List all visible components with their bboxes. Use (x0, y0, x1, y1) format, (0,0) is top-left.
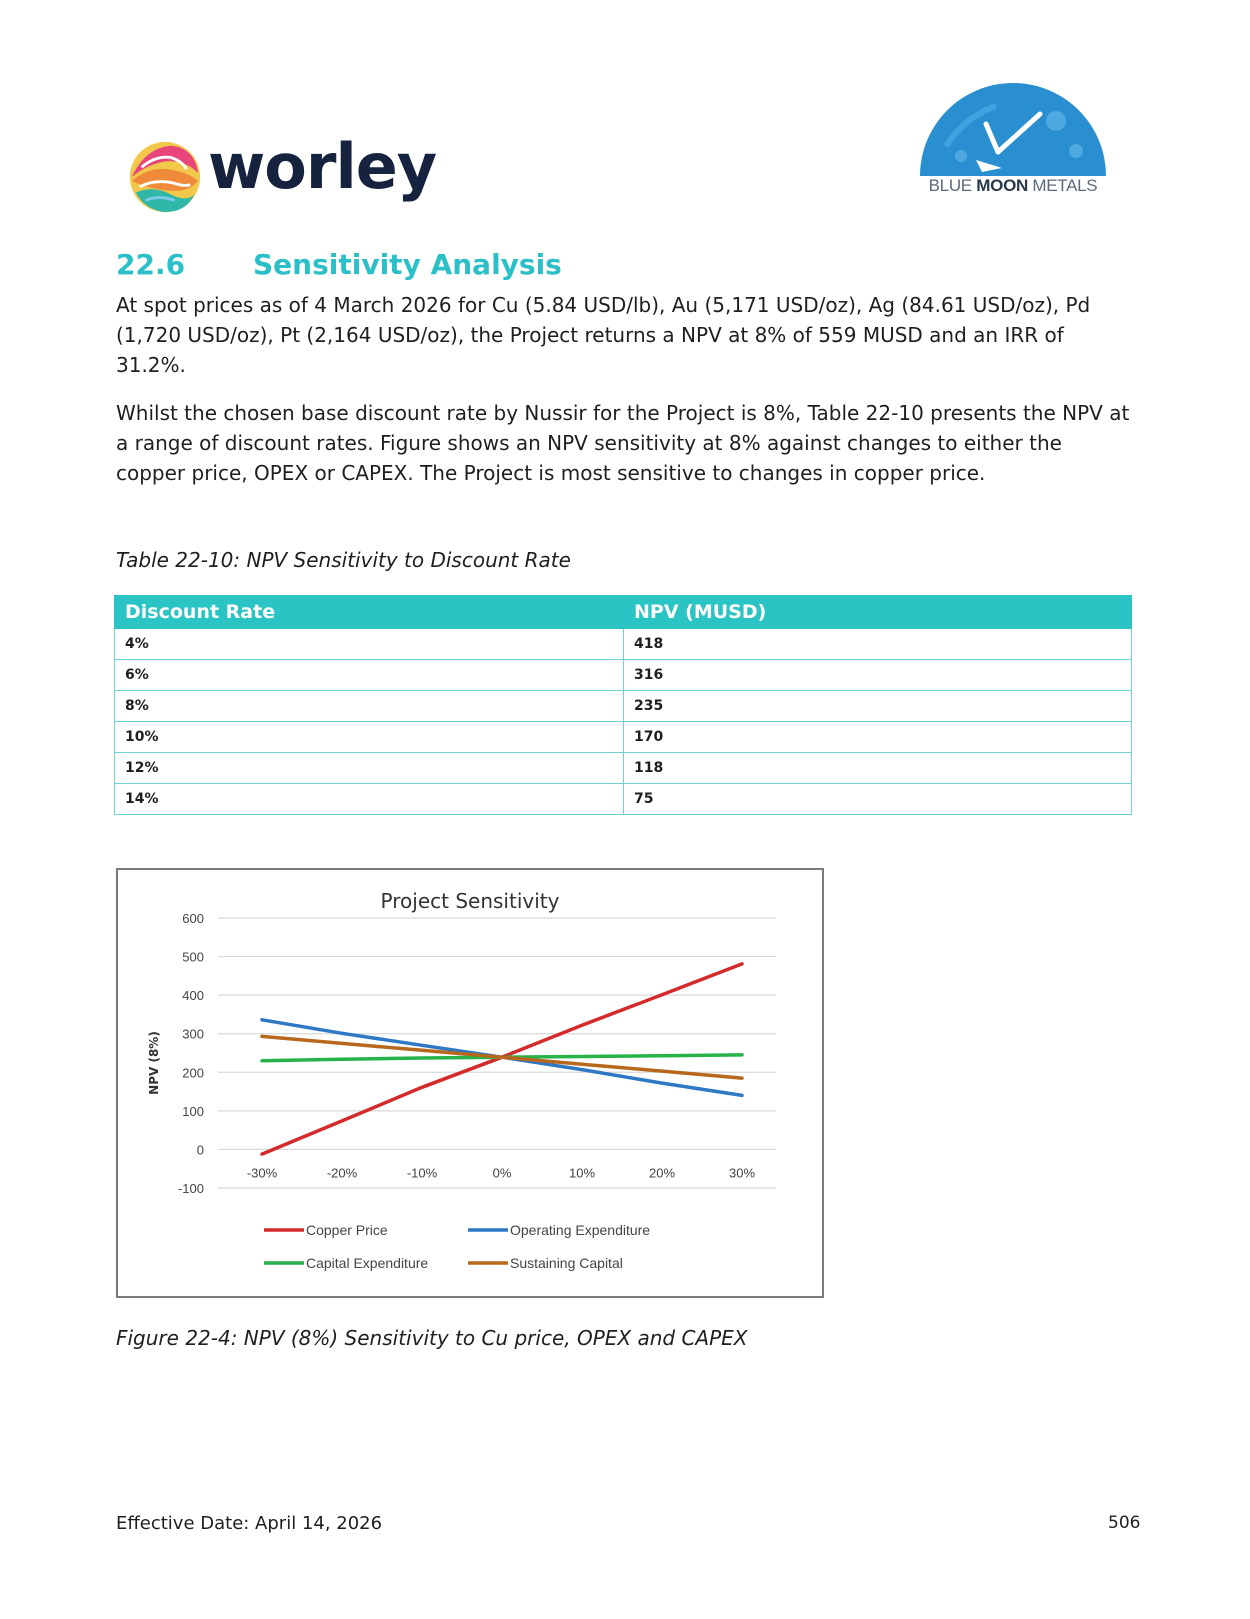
table-cell: 418 (624, 629, 1132, 660)
worley-wordmark: worley (208, 130, 437, 203)
npv-sensitivity-table (114, 595, 1132, 815)
legend-label: Sustaining Capital (510, 1255, 623, 1271)
footer-page-number: 506 (1108, 1513, 1141, 1533)
table-cell: 14% (115, 784, 624, 815)
x-tick-label: 30% (728, 1165, 756, 1181)
paragraph-spot-prices: At spot prices as of 4 March 2026 for Cu (5.84 USD/lb), Au (5,171 USD/oz), Ag (84.61 USD/oz), Pd (1,720 USD/oz), Pt (2,164 USD/oz), the Project returns a NPV at 8% of 559 MUSD and an IRR of 31.2%. (116, 293, 1091, 377)
y-tick-label: 0 (196, 1142, 204, 1158)
y-tick-label: 500 (182, 949, 204, 965)
table-cell: 10% (115, 722, 624, 753)
legend-label: Capital Expenditure (306, 1255, 429, 1271)
table-cell: 316 (624, 660, 1132, 691)
table-cell: 12% (115, 753, 624, 784)
x-tick-label: 10% (568, 1165, 596, 1181)
y-tick-label: 200 (182, 1065, 204, 1081)
x-tick-label: -10% (406, 1165, 438, 1181)
table-caption: Table 22-10: NPV Sensitivity to Discount Rate (116, 548, 571, 572)
paragraph-discount-rate: Whilst the chosen base discount rate by Nussir for the Project is 8%, Table 22-10 presents the NPV at a range of discount rates. Figure shows an NPV sensitivity at 8% against changes to either the copper price, OPEX or CAPEX. The Project is most sensitive to changes in copper price. (116, 401, 1130, 485)
table-cell: 235 (624, 691, 1132, 722)
table-cell: 118 (624, 753, 1132, 784)
section-title: Sensitivity Analysis (253, 248, 562, 281)
table-header-row (115, 596, 1132, 629)
y-tick-label: -100 (177, 1181, 204, 1196)
table-row (115, 629, 1132, 660)
chart-title: Project Sensitivity (380, 889, 560, 913)
legend-label: Copper Price (306, 1222, 388, 1238)
y-tick-label: 300 (182, 1026, 204, 1042)
x-tick-label: -20% (326, 1165, 358, 1181)
table-row (115, 784, 1132, 815)
column-header-npv: NPV (MUSD) (624, 596, 1132, 629)
blue-moon-metals-logo (916, 76, 1110, 202)
table-cell: 75 (624, 784, 1132, 815)
blue-moon-wordmark: BLUE MOON METALS (928, 176, 1098, 195)
table-cell: 4% (115, 629, 624, 660)
table-cell: 6% (115, 660, 624, 691)
footer-effective-date: Effective Date: April 14, 2026 (116, 1513, 383, 1534)
worley-logo (126, 130, 446, 218)
x-tick-label: 20% (648, 1165, 676, 1181)
y-tick-label: 600 (182, 911, 204, 926)
table-cell: 170 (624, 722, 1132, 753)
project-sensitivity-chart (116, 868, 824, 1298)
column-header-discount-rate: Discount Rate (115, 596, 624, 629)
moon-icon (916, 76, 1110, 180)
table-row (115, 753, 1132, 784)
y-tick-label: 400 (182, 988, 204, 1004)
section-heading (116, 248, 562, 281)
table-row (115, 722, 1132, 753)
table-row (115, 691, 1132, 722)
legend-label: Operating Expenditure (510, 1222, 651, 1238)
y-tick-label: 100 (182, 1103, 204, 1119)
figure-caption: Figure 22-4: NPV (8%) Sensitivity to Cu price, OPEX and CAPEX (116, 1326, 748, 1350)
x-tick-label: -30% (246, 1165, 278, 1181)
worley-swirl-icon (126, 138, 204, 216)
y-axis-label: NPV (8%) (147, 1031, 161, 1095)
x-tick-label: 0% (492, 1165, 512, 1181)
table-row (115, 660, 1132, 691)
table-cell: 8% (115, 691, 624, 722)
chart-svg (118, 870, 822, 1296)
section-number: 22.6 (116, 248, 186, 281)
